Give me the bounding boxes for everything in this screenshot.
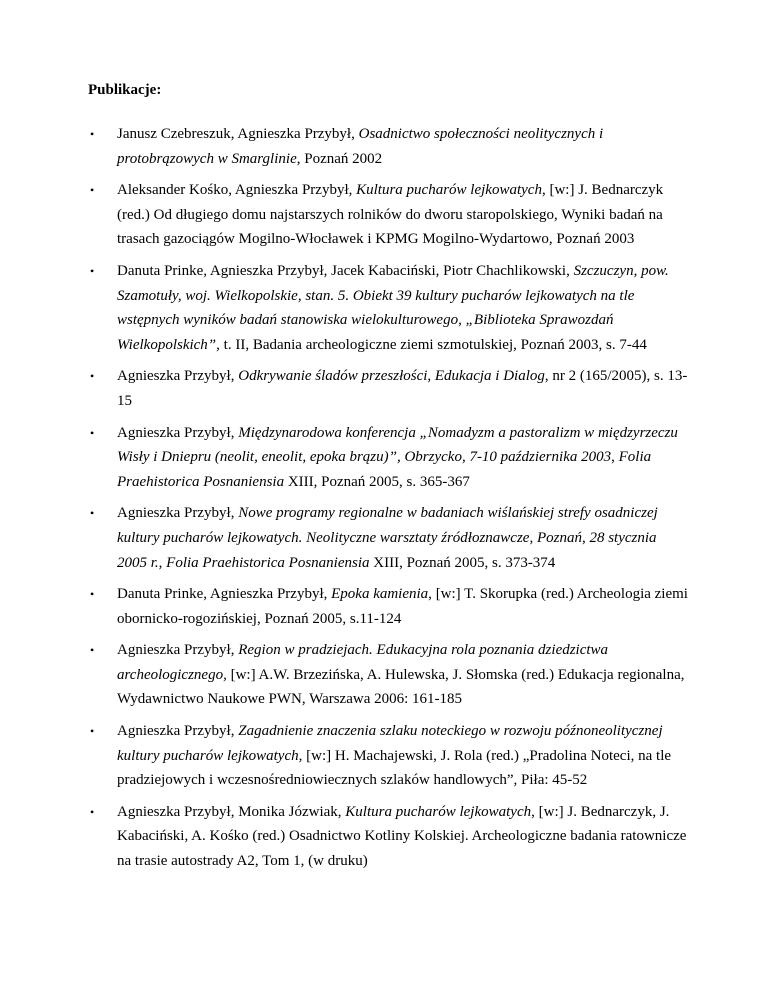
publication-text-segment: Danuta Prinke, Agnieszka Przybył, Jacek Kabaciński, Piotr Chachlikowski, xyxy=(117,262,574,279)
publication-text xyxy=(117,368,687,409)
bullet-icon: • xyxy=(90,587,95,602)
publication-text xyxy=(117,642,685,707)
publication-text-segment: Agnieszka Przybył, Monika Józwiak, xyxy=(117,803,346,820)
publication-text xyxy=(117,723,671,788)
publication-title-segment: Region w pradziejach. Edukacyjna rola poznania dziedzictwa archeologicznego, xyxy=(117,642,609,683)
publication-title-segment: Szczuczyn, pow. Szamotuły, woj. Wielkopolskie, stan. 5. Obiekt 39 kultury pucharów lejkowatych na tle wstępnych wyników badań stanowiska wielokulturowego, „Biblioteka Sprawozdań Wielkopolskich” xyxy=(117,262,669,353)
publication-title-segment: Nowe programy regionalne w badaniach wiślańskiej strefy osadniczej kultury pucharów lejkowatych. Neolityczne warsztaty źródłoznawcze, Poznań, 28 stycznia 2005 r., Folia Praehistorica Posnaniensia xyxy=(117,505,658,571)
publication-text-segment: [w:] A.W. Brzezińska, A. Hulewska, J. Słomska (red.) Edukacja regionalna, Wydawnictwo Naukowe PWN, Warszawa 2006: 161-185 xyxy=(117,666,685,708)
bullet-icon: • xyxy=(90,127,95,141)
bullet-icon: • xyxy=(90,425,95,440)
bullet-icon: • xyxy=(90,263,95,278)
publication-text-segment: Agnieszka Przybył, xyxy=(117,505,239,522)
publication-text xyxy=(117,182,663,247)
publication-item xyxy=(88,122,688,171)
publication-item xyxy=(88,178,688,252)
publication-text-segment: Agnieszka Przybył, xyxy=(117,368,239,385)
publication-title-segment: Osadnictwo społeczności neolitycznych i protobrązowych w Smarglinie, xyxy=(117,126,604,167)
publication-text-segment: [w:] H. Machajewski, J. Rola (red.) „Pradolina Noteci, na tle pradziejowych i wczesnośredniowiecznych szlaków handlowych”, Piła: 45-52 xyxy=(117,747,672,789)
publication-text-segment: Agnieszka Przybył, xyxy=(117,424,239,441)
publication-text xyxy=(117,804,686,869)
publication-title-segment: Epoka kamienia, xyxy=(331,586,432,603)
publication-item xyxy=(88,501,688,575)
publication-title-segment: Odkrywanie śladów przeszłości, Edukacja i Dialog xyxy=(238,368,545,385)
bullet-icon: • xyxy=(90,369,95,384)
bullet-icon: • xyxy=(90,506,95,521)
bullet-icon: • xyxy=(90,643,95,658)
publication-text-segment: XIII, Poznań 2005, s. 365-367 xyxy=(284,473,470,490)
publication-title-segment: Międzynarodowa konferencja „Nomadyzm a pastoralizm w międzyrzeczu Wisły i Dniepru (neolit, eneolit, epoka brązu)”, Obrzycko, 7-10 października 2003 xyxy=(117,424,678,466)
publication-text-segment: , t. II, Badania archeologiczne ziemi szmotulskiej, Poznań 2003, s. 7-44 xyxy=(216,336,647,353)
publication-item xyxy=(88,638,688,712)
publication-text-segment: Aleksander Kośko, Agnieszka Przybył, xyxy=(117,182,357,199)
publication-text-segment: Janusz Czebreszuk, Agnieszka Przybył, xyxy=(117,126,359,142)
publication-item xyxy=(88,259,688,357)
publication-text-segment: , nr 2 (165/2005), s. 13-15 xyxy=(117,368,688,409)
bullet-icon: • xyxy=(90,183,95,198)
publication-text xyxy=(117,263,669,353)
publication-item xyxy=(88,800,688,874)
publication-text xyxy=(117,586,688,627)
publication-text-segment: , [w:] J. Bednarczyk, J. Kabaciński, A. Kośko (red.) Osadnictwo Kotliny Kolskiej. Archeologiczne badania ratownicze na trasie autostrady A2, Tom 1, (w druku) xyxy=(117,803,687,870)
publication-text-segment: Poznań 2002 xyxy=(300,150,383,167)
publication-text-segment: XIII, Poznań 2005, s. 373-374 xyxy=(369,554,556,571)
publication-list xyxy=(88,122,688,881)
bullet-icon: • xyxy=(90,724,95,739)
publication-text xyxy=(117,505,658,570)
publication-text-segment: Agnieszka Przybył, xyxy=(117,723,239,740)
publication-title-segment: Zagadnienie znaczenia szlaku noteckiego w rozwoju późnoneolitycznej kultury pucharów lejkowatych, xyxy=(117,723,663,764)
publication-text-segment: [w:] T. Skorupka (red.) Archeologia ziemi obornicko-rogozińskiej, Poznań 2005, s.11-124 xyxy=(117,586,688,627)
publication-text-segment: , [w:] J. Bednarczyk (red.) Od długiego domu najstarszych rolników do dworu staropolskiego, Wyniki badań na trasach gazociągów Mogilno-Włocławek i KPMG Mogilno-Wydartowo, Poznań 2003 xyxy=(117,182,664,248)
publication-title-segment: Kultura pucharów lejkowatych xyxy=(345,803,532,820)
publication-text-segment: Danuta Prinke, Agnieszka Przybył, xyxy=(117,586,332,603)
publication-text-segment: Agnieszka Przybył, xyxy=(117,642,239,659)
publication-item xyxy=(88,719,688,793)
publication-text xyxy=(117,425,678,490)
publication-item xyxy=(88,582,688,631)
publication-item xyxy=(88,364,688,413)
publication-title-segment: Folia Praehistorica Posnaniensia xyxy=(117,449,652,490)
publication-text xyxy=(117,126,603,167)
publication-item xyxy=(88,421,688,495)
publication-title-segment: Kultura pucharów lejkowatych xyxy=(356,182,542,199)
page-heading: Publikacje: xyxy=(88,82,162,98)
bullet-icon: • xyxy=(90,804,95,819)
publication-text-segment: , xyxy=(611,449,619,466)
